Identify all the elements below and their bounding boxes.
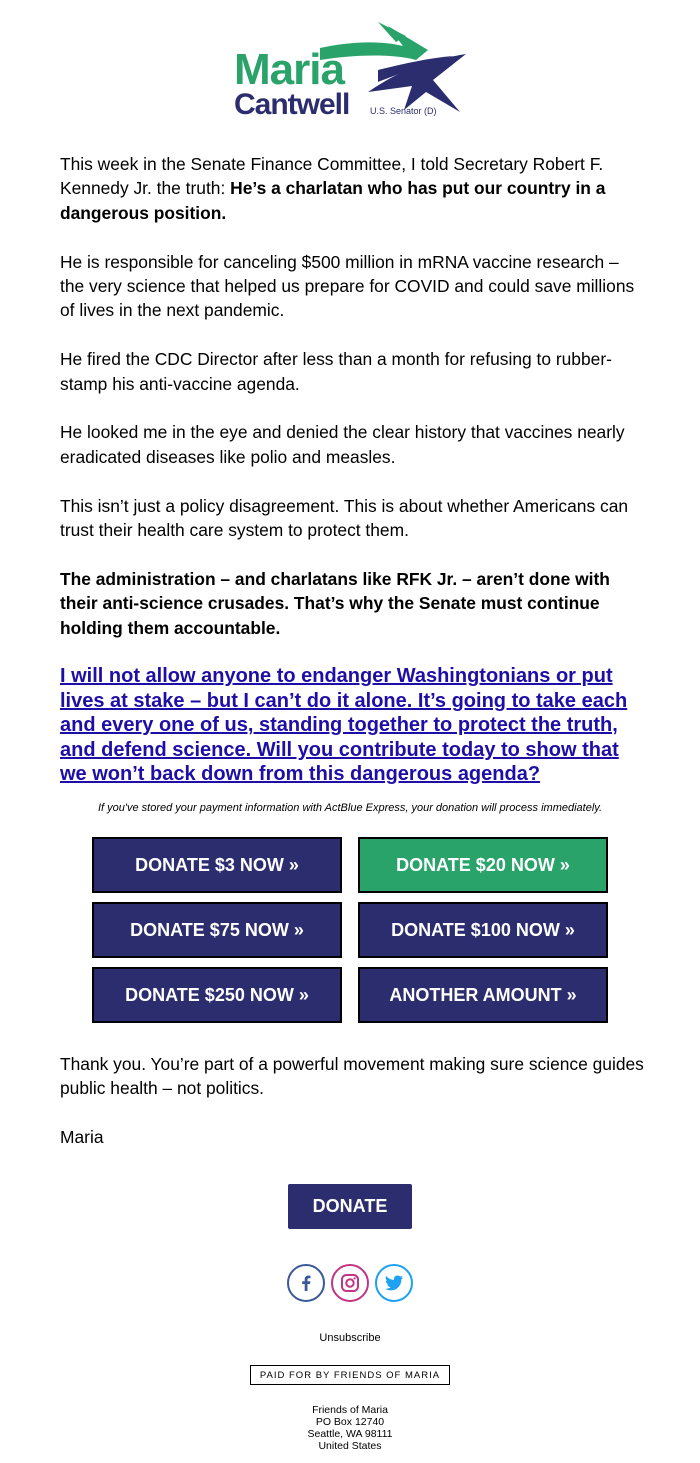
paragraph-4: He looked me in the eye and denied the clear history that vaccines nearly eradicated diseases like polio and measles. <box>60 422 625 467</box>
address-line-2: PO Box 12740 <box>315 1416 385 1428</box>
signature: Maria <box>60 1127 104 1148</box>
closing <box>60 1052 644 1174</box>
donate-75-button[interactable]: DONATE $75 NOW » <box>92 902 342 958</box>
facebook-link[interactable] <box>287 1264 325 1302</box>
donate-100-button[interactable]: DONATE $100 NOW » <box>358 902 608 958</box>
ask-paragraph <box>60 664 644 786</box>
instagram-icon <box>339 1272 361 1294</box>
paragraph-1 <box>60 152 644 225</box>
paragraph-2: He is responsible for canceling $500 million in mRNA vaccine research – the very science that helped us prepare for COVID and could save millions of lives in the next pandemic. <box>60 251 635 321</box>
paragraph-1-bold: He’s a charlatan who has put our country in a dangerous position. <box>60 178 606 223</box>
paragraph-1-text: This week in the Senate Finance Committee, I told Secretary Robert F. Kennedy Jr. the truth: <box>60 154 604 199</box>
donate-3-button[interactable]: DONATE $3 NOW » <box>92 837 342 893</box>
actblue-note: If you've stored your payment information with ActBlue Express, your donation will process immediately. <box>97 802 603 814</box>
logo-subtitle: U.S. Senator (D) <box>370 106 437 116</box>
address-line-3: Seattle, WA 98111 <box>307 1428 393 1440</box>
address-line-1: Friends of Maria <box>312 1404 388 1416</box>
email-body <box>60 152 644 811</box>
mailing-address <box>0 1404 700 1452</box>
paragraph-6-bold: The administration – and charlatans like RFK Jr. – aren’t done with their anti-science crusades. That’s why the Senate must continue holding them accountable. <box>60 568 610 638</box>
unsubscribe-link[interactable]: Unsubscribe <box>319 1332 381 1344</box>
donate-button[interactable]: DONATE <box>288 1184 412 1229</box>
paragraph-6 <box>60 567 644 640</box>
donate-20-button[interactable]: DONATE $20 NOW » <box>358 837 608 893</box>
ask-link[interactable]: I will not allow anyone to endanger Washingtonians or put lives at stake – but I can’t do it alone. It’s going to take each and every one of us, standing together to protect the truth, and defend science. Will you contribute today to show that we won’t back down from this dangerous agenda? <box>60 665 628 786</box>
paragraph-3: He fired the CDC Director after less than a month for refusing to rubber-stamp his anti-vaccine agenda. <box>60 349 612 394</box>
paid-for-disclaimer: PAID FOR BY FRIENDS OF MARIA <box>250 1365 450 1385</box>
logo-name-first: Maria <box>234 45 344 94</box>
facebook-icon <box>296 1273 316 1293</box>
address-line-4: United States <box>318 1440 382 1452</box>
instagram-link[interactable] <box>331 1264 369 1302</box>
paragraph-5: This isn’t just a policy disagreement. This is about whether Americans can trust their health care system to protect them. <box>60 495 629 541</box>
another-amount-button[interactable]: ANOTHER AMOUNT » <box>358 967 608 1023</box>
twitter-link[interactable] <box>375 1264 413 1302</box>
twitter-icon <box>383 1272 405 1294</box>
donate-250-button[interactable]: DONATE $250 NOW » <box>92 967 342 1023</box>
thanks-text: Thank you. You’re part of a powerful movement making sure science guides public health – not politics. <box>60 1054 644 1099</box>
logo-name-last: Cantwell <box>234 88 350 121</box>
logo <box>228 20 478 126</box>
